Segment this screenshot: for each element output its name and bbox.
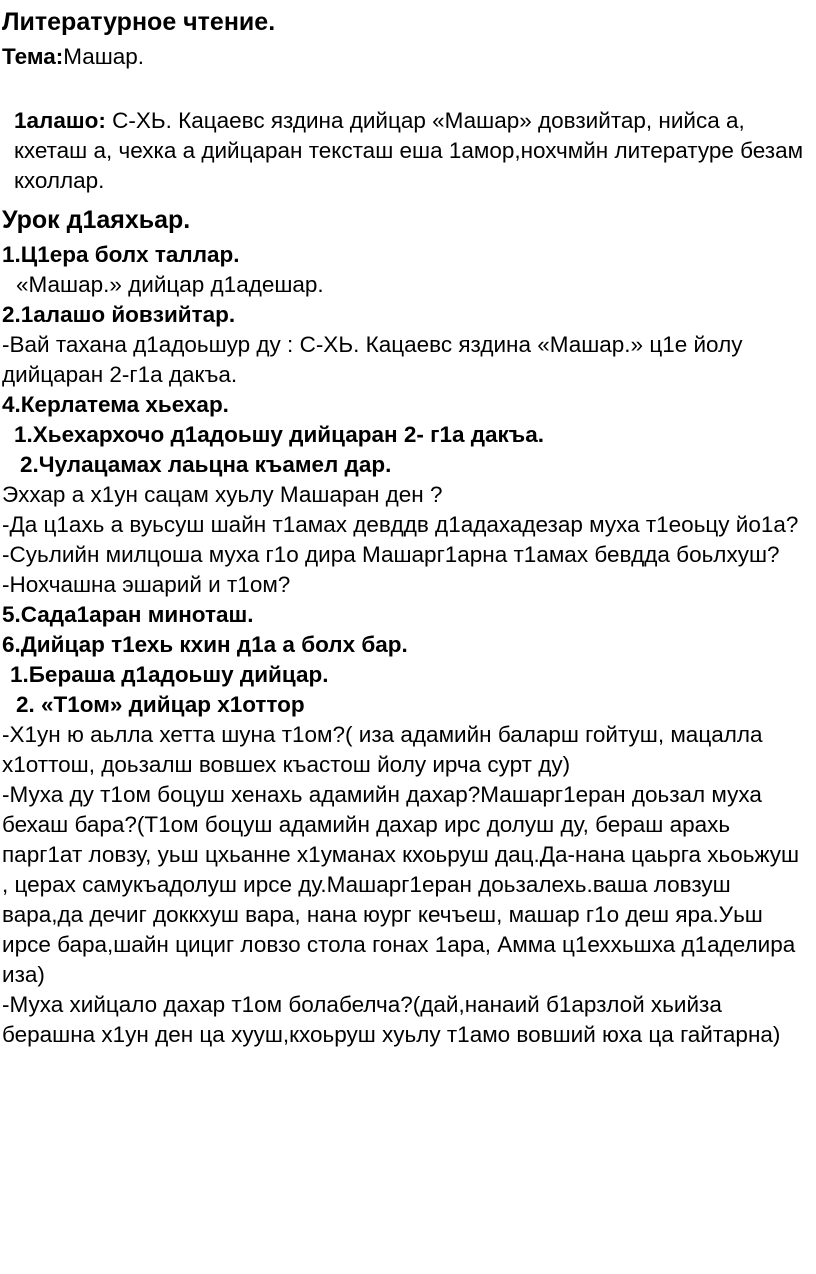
question-2: -Да ц1ахь а вуьсуш шайн т1амах девддв д1адахадезар муха т1еоьцу йо1а? [2,512,799,537]
theme-value: Машар. [63,44,145,69]
question-6: -Муха ду т1ом боцуш хенахь адамийн дахар?Машарг1еран доьзал муха бехаш бара?(Т1ом боцуш адамийн дахар ирс долуш ду, бераш арахь парг1ат ловзу, уьш цхьанне х1уманах кхоьруш дац.Да-нана цаьрга хьоьжуш , церах самукъадолуш ирсе ду.Машарг1еран доьзалехь.ваша ловзуш вара,да дечиг доккхуш вара, нана юург кечъеш, машар г1о деш яра.Уьш ирсе бара,шайн цициг ловзо стола гонах 1ара, Амма ц1еххьшха д1аделира иза) [2,782,800,987]
step-6-sub-2: 2. «Т1ом» дийцар х1оттор [16,692,305,717]
theme-line [2,42,808,72]
step-1-title: 1.Ц1ера болх таллар. [2,242,240,267]
step-5-title: 5.Сада1аран миноташ. [2,602,254,627]
step-6-title: 6.Дийцар т1ехь кхин д1а а болх бар. [2,632,408,657]
step-6-sub-1: 1.Бераша д1адоьшу дийцар. [10,662,329,687]
step-4-sub-2: 2.Чулацамах лаьцна къамел дар. [20,452,392,477]
goal-text: С-ХЬ. Кацаевс яздина дийцар «Машар» довзийтар, нийса а, кхеташ а, чехка а дийцаран тексташ еша 1амор,нохчмйн литературе безам кхоллар. [14,108,804,193]
question-7: -Муха хийцало дахар т1ом болабелча?(дай,нанаий б1арзлой хьийза берашна х1ун ден ца хууш,кхоьруш хуьлу т1амо вовший юха ца гайтарна) [2,992,781,1047]
question-5: -Х1ун ю аьлла хетта шуна т1ом?( иза адамийн баларш гойтуш, мацалла х1оттош, доьзалш вовшех къастош йолу ирча сурт ду) [2,722,763,777]
spacer [2,72,808,98]
theme-label: Тема: [2,44,64,69]
step-1-text: «Машар.» дийцар д1адешар. [16,272,324,297]
goal-label: 1алашо: [14,108,106,133]
question-3: -Суьлийн милцоша муха г1о дира Машарг1арна т1амах бевдда боьлхуш? [2,542,780,567]
step-2-text: -Вай тахана д1адоьшур ду : С-ХЬ. Кацаевс яздина «Машар.» ц1е йолу дийцаран 2-г1а дакъа. [2,332,743,387]
page-title: Литературное чтение. [2,8,276,36]
step-2-title: 2.1алашо йовзийтар. [2,302,236,327]
step-4-title: 4.Керлатема хьехар. [2,392,229,417]
question-1: Эххар а х1ун сацам хуьлу Машаран ден ? [2,482,443,507]
question-4: -Нохчашна эшарий и т1ом? [2,572,291,597]
goal-paragraph [2,106,808,196]
lesson-heading: Урок д1аяхьар. [2,206,191,234]
step-4-sub-1: 1.Хьехархочо д1адоьшу дийцаран 2- г1а дакъа. [14,422,544,447]
